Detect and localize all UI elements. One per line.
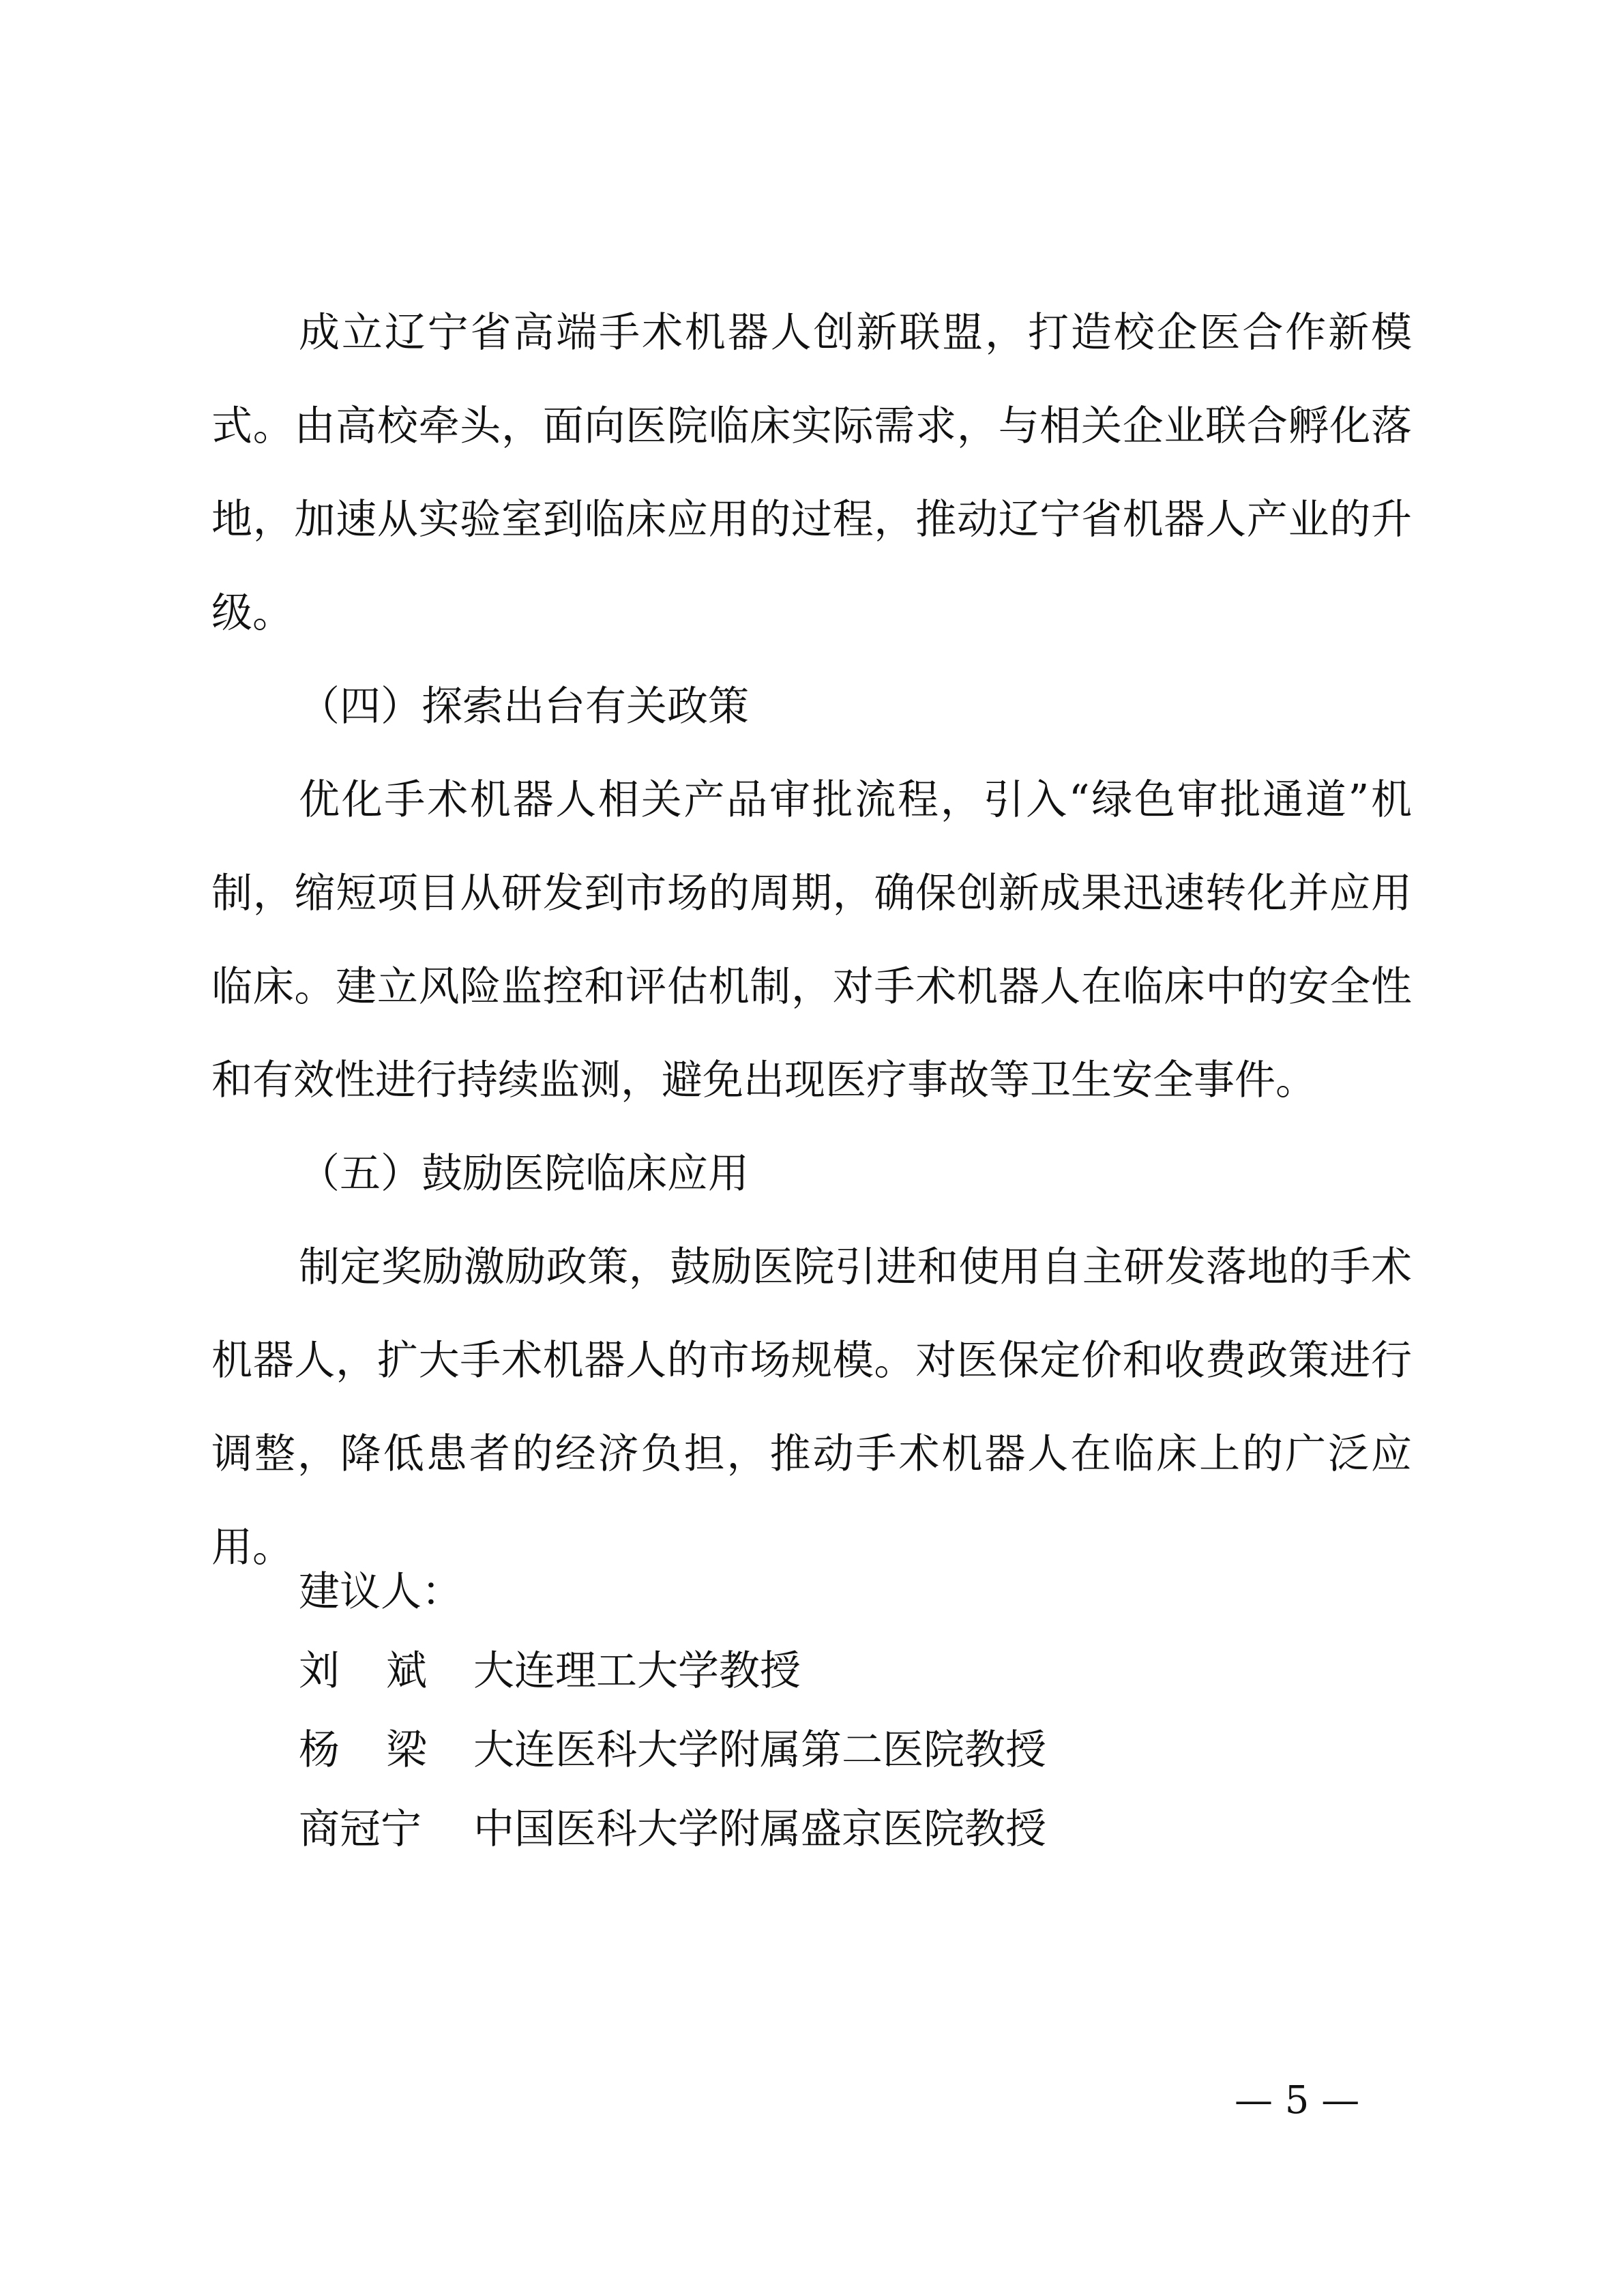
proposer-name: 刘斌: [299, 1647, 473, 1695]
paragraph-policy: 优化手术机器人相关产品审批流程，引入“绿色审批通道”机制，缩短项目从研发到市场的周期，确保创新成果迅速转化并应用临床。建立风险监控和评估机制，对手术机器人在临床中的安全性和有效性进行持续监测，避免出现医疗事故等卫生安全事件。: [211, 776, 1412, 1104]
proposer-row: [299, 1631, 1390, 1711]
proposer-affiliation: 大连理工大学教授: [473, 1647, 801, 1695]
proposers-block: [299, 1552, 1390, 1869]
proposer-name: 杨梁: [299, 1726, 473, 1774]
section-heading-four: （四）探索出台有关政策: [299, 683, 749, 730]
paragraph-clinical-application: 制定奖励激励政策，鼓励医院引进和使用自主研发落地的手术机器人，扩大手术机器人的市场规模。对医保定价和收费政策进行调整，降低患者的经济负担，推动手术机器人在临床上的广泛应用。: [211, 1243, 1412, 1571]
proposer-row: [299, 1790, 1390, 1869]
proposers-title: 建议人：: [299, 1568, 462, 1616]
section-heading-five: （五）鼓励医院临床应用: [299, 1150, 749, 1198]
page-number: — 5 —: [1235, 2078, 1360, 2123]
proposer-row: [299, 1711, 1390, 1790]
proposer-name: 商冠宁: [299, 1805, 422, 1853]
paragraph-innovation-alliance: 成立辽宁省高端手术机器人创新联盟，打造校企医合作新模式。由高校牵头，面向医院临床实际需求，与相关企业联合孵化落地，加速从实验室到临床应用的过程，推动辽宁省机器人产业的升级。: [211, 309, 1412, 637]
body-text: [211, 286, 1412, 1595]
proposer-affiliation: 中国医科大学附属盛京医院教授: [473, 1805, 1046, 1853]
proposer-affiliation: 大连医科大学附属第二医院教授: [473, 1726, 1046, 1774]
